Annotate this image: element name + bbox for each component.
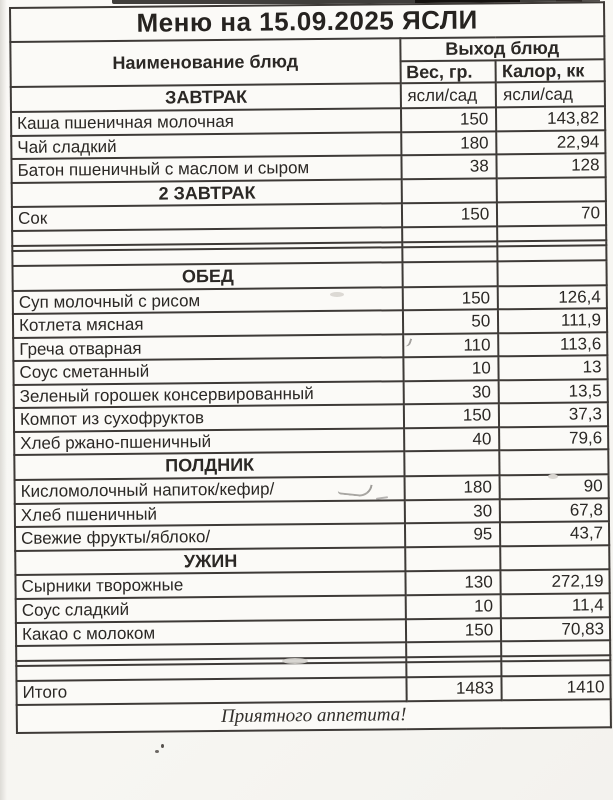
calories-cell: 70 [497,202,606,227]
name-cell: Чай сладкий [11,132,401,159]
name-cell: ЗАВТРАК [11,84,401,112]
calories-cell: 37,3 [499,403,608,428]
name-cell: Итого [16,677,406,705]
calories-cell [500,545,609,571]
weight-cell: 150 [402,286,498,310]
weight-cell [405,546,501,572]
calories-cell: 128 [497,153,606,178]
menu-table [9,1,612,734]
name-cell: ОБЕД [12,262,402,290]
name-cell: Какао с молоком [16,619,406,646]
column-header-calories: Калор, кк [496,59,605,83]
weight-cell [402,261,498,287]
calories-cell: 79,6 [499,426,608,451]
weight-cell: 50 [402,309,498,333]
name-cell: Батон пшеничный с маслом и сыром [11,155,401,182]
weight-cell: 180 [404,475,500,499]
scan-artifact-dot [161,744,164,748]
footer-row [17,699,611,733]
weight-cell: ясли/сад [400,83,496,109]
calories-cell [497,177,606,203]
name-cell: Греча отварная [13,334,403,361]
weight-cell: 10 [405,594,501,618]
column-header-output: Выход блюд [400,36,605,61]
calories-cell [498,245,607,261]
calories-cell: 90 [500,474,609,499]
calories-cell: 13 [499,356,608,381]
name-cell: ПОЛДНИК [14,452,404,480]
name-cell: Каша пшеничная молочная [11,108,401,135]
menu-rows [11,82,611,705]
name-cell: 2 ЗАВТРАК [12,179,402,207]
name-cell: Кисломолочный напиток/кефир/ [15,476,405,503]
calories-cell [497,225,606,241]
weight-cell: 1483 [406,676,502,701]
scan-artifact-smudge [282,658,308,664]
weight-cell: 150 [401,203,497,227]
name-cell: Хлеб пшеничный [15,500,405,527]
column-header-dishes: Наименование блюд [10,38,400,87]
name-cell: Компот из сухофруктов [14,405,404,432]
scan-artifact-smudge [548,474,558,479]
name-cell: Соус сладкий [16,595,406,622]
calories-cell: 67,8 [500,498,609,523]
calories-cell [501,640,610,656]
calories-cell: 22,94 [496,130,605,155]
calories-cell: 143,82 [496,106,605,131]
weight-cell: 95 [404,523,500,547]
weight-cell [404,451,500,477]
name-cell: Сок [12,204,402,231]
calories-cell: 70,83 [501,617,610,642]
name-cell: Соус сметанный [13,358,403,385]
weight-cell [406,641,502,657]
weight-cell [402,246,498,262]
calories-cell: 43,7 [500,521,609,546]
weight-cell: 150 [401,107,497,131]
calories-cell: 113,6 [498,332,607,357]
weight-cell [401,178,497,204]
menu-sheet [9,1,612,734]
name-cell: УЖИН [15,547,405,575]
weight-cell: 130 [405,571,501,595]
calories-cell: 13,5 [499,379,608,404]
menu-table-head [10,2,605,87]
weight-cell: 150 [403,404,499,428]
weight-cell: 30 [403,380,499,404]
name-cell: Зеленый горошек консервированный [14,381,404,408]
calories-cell [502,660,611,676]
name-cell: Котлета мясная [13,310,403,337]
menu-table-foot [17,699,611,733]
weight-cell: 150 [405,618,501,642]
calories-cell: 272,19 [501,570,610,595]
scan-artifact-dot [155,750,159,753]
name-cell: Хлеб ржано-пшеничный [14,428,404,455]
calories-cell: 126,4 [498,285,607,310]
scan-artifact-smudge [330,292,344,297]
name-cell: Суп молочный с рисом [13,287,403,314]
weight-cell [402,226,498,242]
calories-cell: 11,4 [501,593,610,618]
calories-cell [500,450,609,476]
title-row [10,2,604,42]
weight-cell [406,661,502,677]
column-header-weight: Вес, гр. [400,60,496,84]
name-cell: Сырники творожные [15,572,405,599]
calories-cell [498,260,607,286]
weight-cell: 110 [403,333,499,357]
calories-cell: 1410 [502,675,611,700]
document-title: Меню на 15.09.2025 ЯСЛИ [10,2,604,42]
weight-cell: 40 [404,427,500,451]
calories-cell: 111,9 [498,308,607,333]
weight-cell: 30 [404,499,500,523]
footer-message: Приятного аппетита! [17,699,611,733]
name-cell: Свежие фрукты/яблоко/ [15,523,405,550]
scan-edge-shadow [0,0,7,800]
weight-cell: 180 [401,131,497,155]
calories-cell: ясли/сад [496,82,605,108]
weight-cell: 38 [401,154,497,178]
weight-cell: 10 [403,357,499,381]
